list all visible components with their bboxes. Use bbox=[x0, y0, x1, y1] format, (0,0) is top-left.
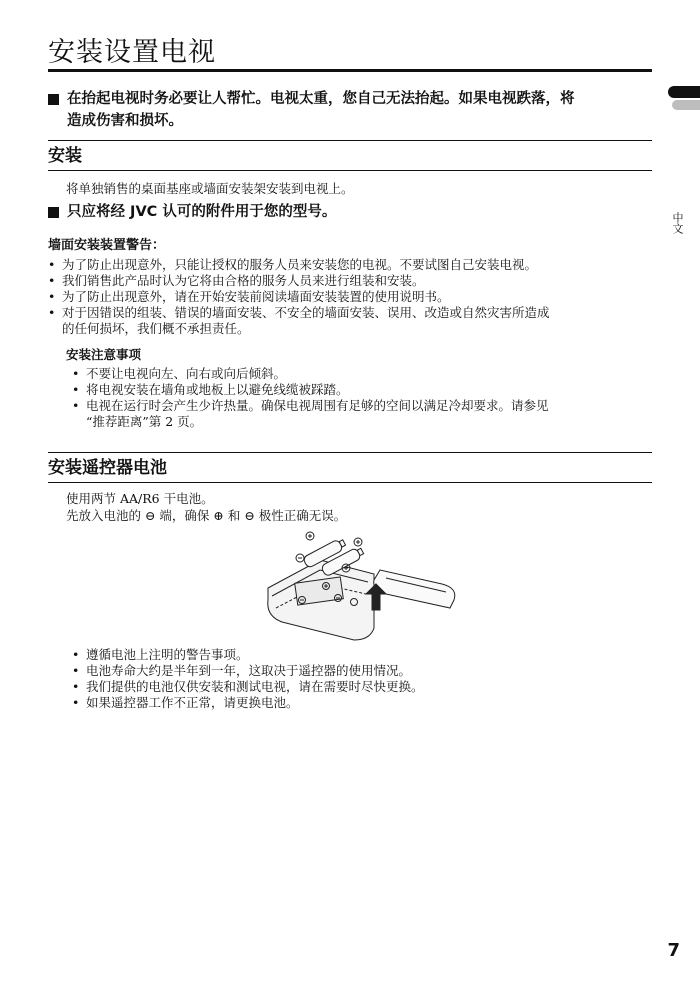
language-tab-label: 中文 bbox=[671, 212, 684, 234]
bullet-dot: • bbox=[72, 695, 80, 710]
bullet-dot: • bbox=[48, 289, 56, 304]
install-notes-list bbox=[72, 366, 662, 430]
list-item-text: 我们销售此产品时认为它将由合格的服务人员来进行组装和安装。 bbox=[62, 273, 425, 288]
wall-mount-warning-heading: 墙面安装装置警告： bbox=[48, 238, 166, 253]
list-item bbox=[72, 366, 662, 382]
lifting-warning-line-2: 造成伤害和损坏。 bbox=[67, 113, 183, 129]
list-item bbox=[72, 647, 662, 663]
list-item-text: 遵循电池上注明的警告事项。 bbox=[86, 647, 249, 662]
list-item-text: 电视在运行时会产生少许热量。确保电视周围有足够的空间以满足冷却要求。请参见 bbox=[86, 398, 549, 413]
install-notes-heading: 安装注意事项 bbox=[66, 347, 142, 362]
battery-line-1: 使用两节 AA/R6 干电池。 bbox=[66, 491, 214, 506]
list-item-text: 为了防止出现意外，只能让授权的服务人员来安装您的电视。不要试图自己安装电视。 bbox=[62, 257, 538, 272]
bullet-dot: • bbox=[72, 398, 80, 413]
bullet-dot: • bbox=[48, 257, 56, 272]
lifting-warning-line-1: 在抬起电视时务必要让人帮忙。电视太重，您自己无法抬起。如果电视跌落，将 bbox=[67, 91, 575, 107]
battery-section-heading: 安装遥控器电池 bbox=[48, 452, 652, 483]
warning-square-icon bbox=[48, 207, 59, 218]
bullet-dot: • bbox=[72, 679, 80, 694]
bullet-dot: • bbox=[72, 382, 80, 397]
list-item-text: “推荐距离”第 2 页。 bbox=[86, 414, 203, 429]
list-item-text: 的任何损坏，我们概不承担责任。 bbox=[62, 321, 250, 336]
list-item-text: 将电视安装在墙角或地板上以避免线缆被踩踏。 bbox=[86, 382, 349, 397]
language-tab-shadow bbox=[672, 100, 700, 110]
lifting-warning bbox=[48, 88, 658, 132]
list-item bbox=[72, 382, 662, 398]
install-intro: 将单独销售的桌面基座或墙面安装架安装到电视上。 bbox=[66, 181, 354, 196]
list-item bbox=[48, 257, 658, 273]
accessory-warning bbox=[48, 201, 658, 223]
language-tab-marker bbox=[668, 86, 700, 98]
list-item bbox=[72, 695, 662, 711]
battery-installation-illustration bbox=[262, 528, 462, 646]
bullet-dot: • bbox=[72, 663, 80, 678]
battery-notes-list bbox=[72, 647, 662, 711]
list-item-text: 如果遥控器工作不正常，请更换电池。 bbox=[86, 695, 299, 710]
page-number: 7 bbox=[667, 940, 680, 961]
list-item bbox=[72, 663, 662, 679]
list-item-text: 对于因错误的组装、错误的墙面安装、不安全的墙面安装、误用、改造或自然灾害所造成 bbox=[62, 305, 550, 320]
list-item bbox=[72, 398, 662, 430]
install-section-heading: 安装 bbox=[48, 140, 652, 171]
bullet-dot: • bbox=[72, 647, 80, 662]
list-item-text: 我们提供的电池仅供安装和测试电视，请在需要时尽快更换。 bbox=[86, 679, 424, 694]
list-item bbox=[72, 679, 662, 695]
page-title: 安装设置电视 bbox=[48, 37, 216, 68]
bullet-dot: • bbox=[48, 273, 56, 288]
list-item bbox=[48, 273, 658, 289]
list-item-text: 电池寿命大约是半年到一年，这取决于遥控器的使用情况。 bbox=[86, 663, 412, 678]
wall-mount-warning-list bbox=[48, 257, 658, 337]
warning-square-icon bbox=[48, 94, 59, 105]
list-item bbox=[48, 289, 658, 305]
bullet-dot: • bbox=[72, 366, 80, 381]
list-item-text: 不要让电视向左、向右或向后倾斜。 bbox=[86, 366, 287, 381]
battery-line-2: 先放入电池的 ⊖ 端，确保 ⊕ 和 ⊖ 极性正确无误。 bbox=[66, 508, 347, 523]
title-rule bbox=[48, 69, 652, 72]
list-item-text: 为了防止出现意外，请在开始安装前阅读墙面安装装置的使用说明书。 bbox=[62, 289, 450, 304]
bullet-dot: • bbox=[48, 305, 56, 320]
accessory-warning-text: 只应将经 JVC 认可的附件用于您的型号。 bbox=[67, 204, 337, 220]
list-item bbox=[48, 305, 658, 337]
